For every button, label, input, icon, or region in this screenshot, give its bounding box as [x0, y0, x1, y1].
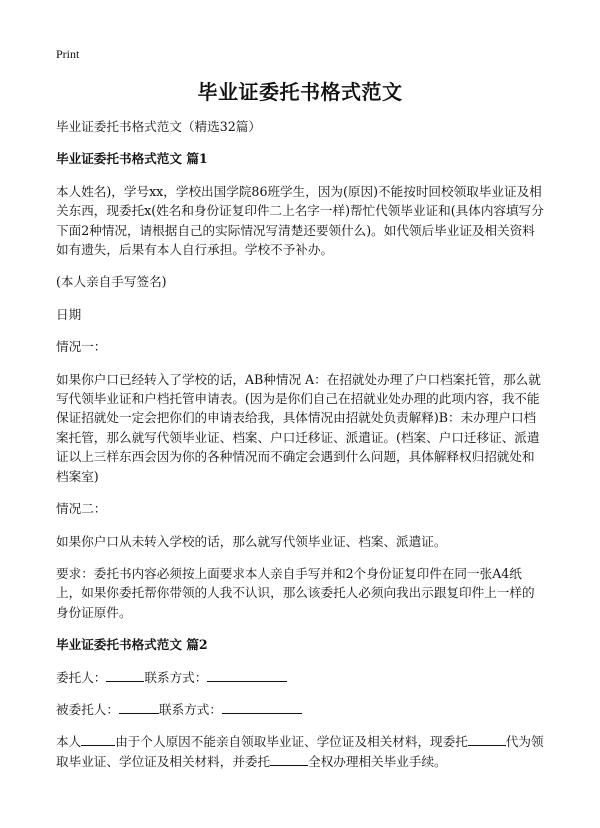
entrustee-label: 被委托人：	[56, 701, 119, 717]
case1-label: 情况一：	[56, 339, 107, 355]
final-part-1: 本人	[56, 734, 82, 750]
name-blank	[81, 733, 115, 746]
entrustor-contact-label: 联系方式：	[144, 669, 208, 685]
requirement-text: 要求：委托书内容必须按上面要求本人亲自手写并和2个身份证复印件在同一张A4纸上，如果你委托帮你带领的人我不认识，那么该委托人必须向我出示跟复印件上一样的身份证原件。	[56, 565, 535, 620]
final-part-3: 代为领取毕业证、学位证及相关材料，并委托	[56, 734, 544, 769]
document-body	[56, 117, 546, 784]
entrustor-blank	[106, 669, 144, 682]
print-link[interactable]: Print	[56, 47, 80, 61]
case2-text: 如果你户口从未转入学校的话，那么就写代领毕业证、档案、派遣证。	[56, 533, 447, 549]
final-part-4: 全权办理相关毕业手续。	[308, 753, 447, 769]
entrustor-label: 委托人：	[56, 669, 107, 685]
date-label: 日期	[56, 306, 82, 322]
section2-heading: 毕业证委托书格式范文 篇2	[56, 637, 208, 653]
entrustee-contact-label: 联系方式：	[158, 701, 222, 717]
entrustee-contact-blank	[222, 701, 302, 714]
entrustor-contact-blank	[207, 669, 287, 682]
section1-heading: 毕业证委托书格式范文 篇1	[56, 151, 208, 167]
delegate-blank-1	[468, 733, 506, 746]
subtitle: 毕业证委托书格式范文（精选32篇）	[56, 119, 261, 134]
case1-text: 如果你户口已经转入了学校的话，AB种情况 A：在招就处办理了户口档案托管，那么就写代领毕业证和户档托管申请表。(因为是你们自己在招就业处办理的此项内容，我不能保证招就处一定会把你们的申请表给我，具体情况由招就处负责解释)B：未办理户口档案托管，那么就写代领毕业证、档案、户口迁移证、派遣证。(档案、户口迁移证、派遣证以上三样东西会因为你的各种情况而不确定会遇到什么问题，具体解释权归招就处和档案室)	[56, 371, 541, 484]
entrustee-blank	[119, 701, 159, 714]
final-part-2: 由于个人原因不能亲自领取毕业证、学位证及相关材料，现委托	[115, 734, 468, 750]
delegate-blank-2	[270, 753, 308, 766]
case2-label: 情况二：	[56, 501, 107, 517]
signature-note: (本人亲自手写签名)	[56, 274, 167, 290]
entrustor-line	[56, 668, 546, 687]
paragraph-1: 本人姓名)，学号xx，学校出国学院86班学生，因为(原因)不能按时回校领取毕业证及相关东西，现委托x(姓名和身份证复印件二上名字一样)帮忙代领毕业证和(具体内容填写分下面2种情况，请根据自己的实际情况写清楚还要领什么)。如代领后毕业证及相关资料如有遗失，后果有本人自行承担。学校不予补办。	[56, 183, 544, 258]
document-title: 毕业证委托书格式范文	[197, 80, 403, 104]
final-statement	[56, 732, 546, 771]
entrustee-line	[56, 700, 546, 719]
